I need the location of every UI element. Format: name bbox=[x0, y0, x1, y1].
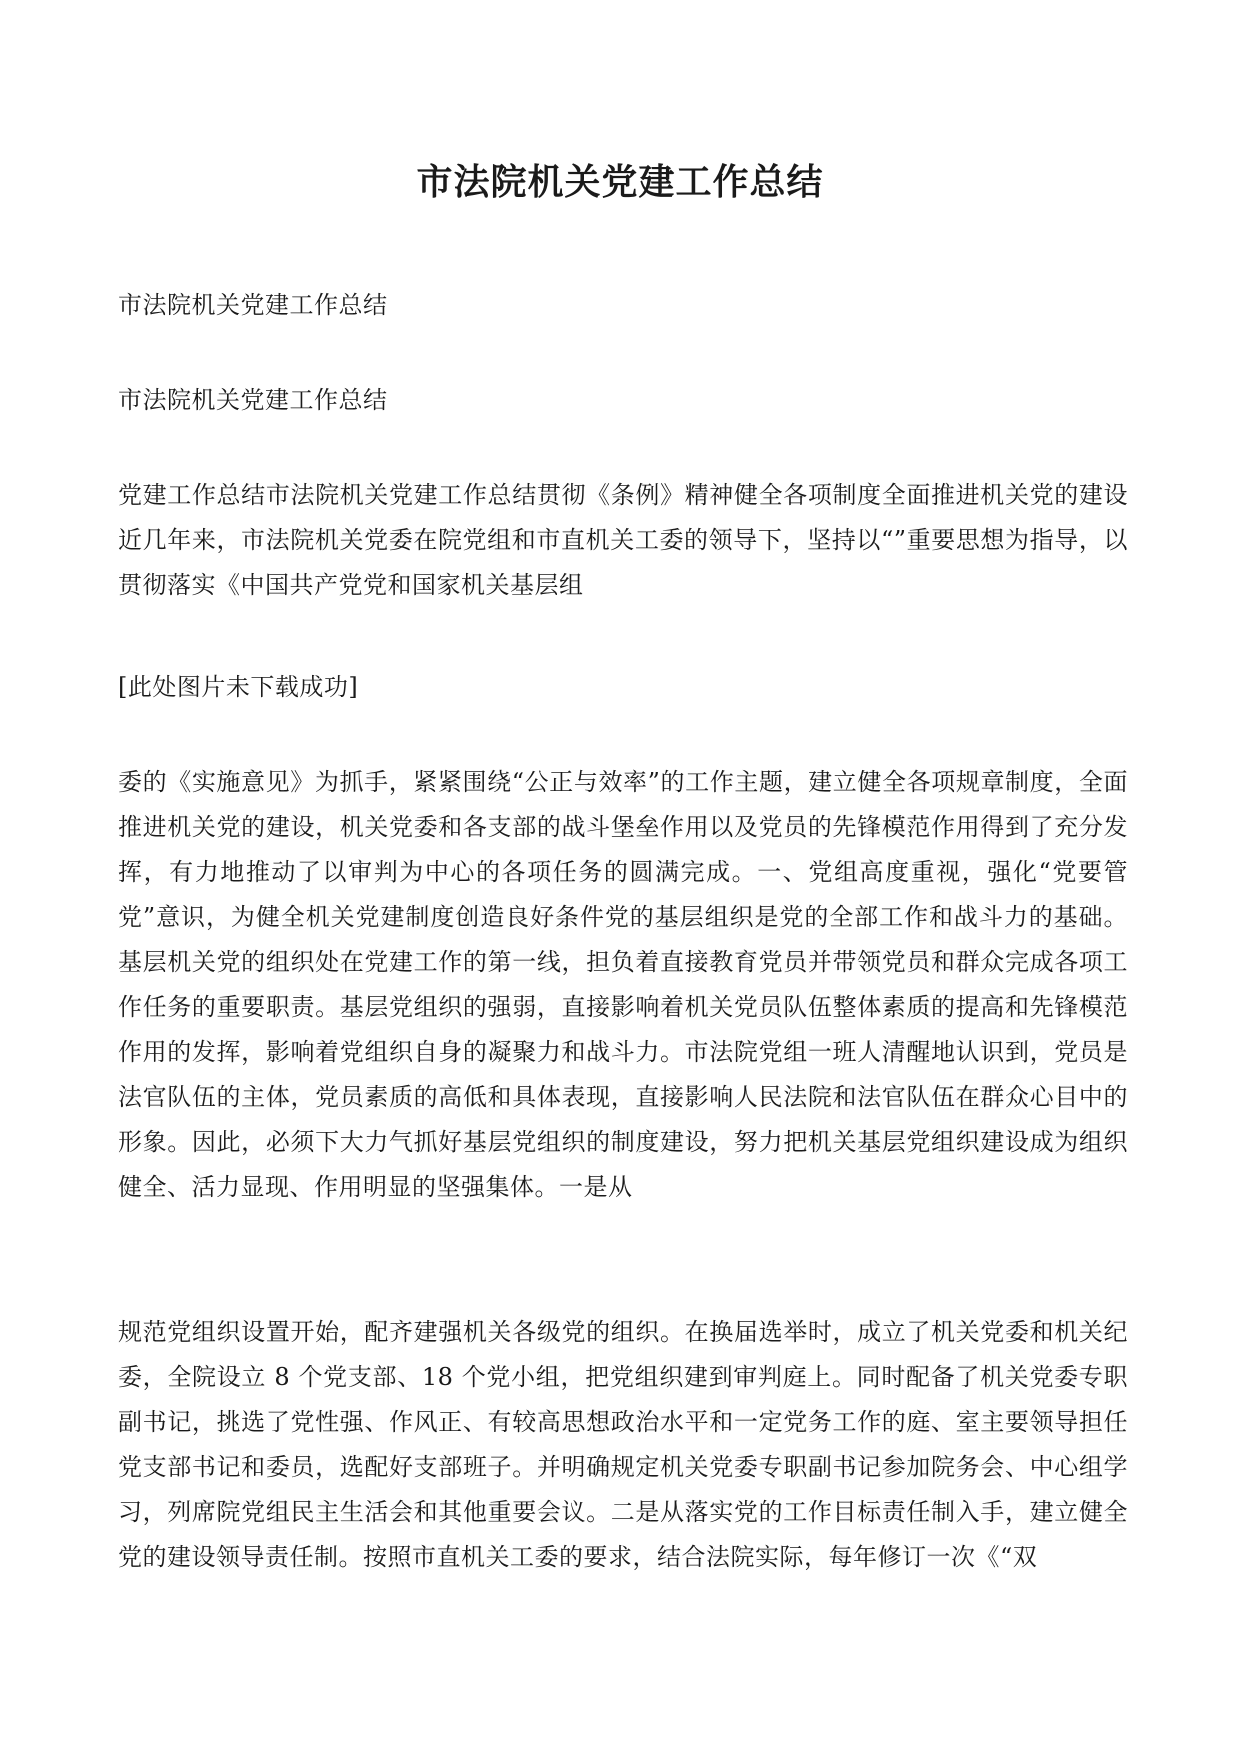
document-title: 市法院机关党建工作总结 bbox=[416, 161, 824, 203]
paragraph-body-2: 规范党组织设置开始，配齐建强机关各级党的组织。在换届选举时，成立了机关党委和机关纪委，全院设立 8 个党支部、18 个党小组，把党组织建到审判庭上。同时配备了机关党委专职副书记，挑选了党性强、作风正、有较高思想政治水平和一定党务工作的庭、室主要领导担任党支部书记和委员，选配好支部班子。并明确规定机关党委专职副书记参加院务会、中心组学习，列席院党组民主生活会和其他重要会议。二是从落实党的工作目标责任制入手，建立健全党的建设领导责任制。按照市直机关工委的要求，结合法院实际，每年修订一次《“双 bbox=[118, 1318, 1128, 1571]
paragraph-intro: 党建工作总结市法院机关党建工作总结贯彻《条例》精神健全各项制度全面推进机关党的建设近几年来，市法院机关党委在院党组和市直机关工委的领导下，坚持以“”重要思想为指导，以贯彻落实《中国共产党党和国家机关基层组 bbox=[118, 481, 1128, 599]
image-placeholder-text: [此处图片未下载成功] bbox=[118, 673, 359, 701]
paragraph-body-1: 委的《实施意见》为抓手，紧紧围绕“公正与效率”的工作主题，建立健全各项规章制度，全面推进机关党的建设，机关党委和各支部的战斗堡垒作用以及党员的先锋模范作用得到了充分发挥，有力地推动了以审判为中心的各项任务的圆满完成。一、党组高度重视，强化“党要管党”意识，为健全机关党建制度创造良好条件党的基层组织是党的全部工作和战斗力的基础。基层机关党的组织处在党建工作的第一线，担负着直接教育党员并带领党员和群众完成各项工作任务的重要职责。基层党组织的强弱，直接影响着机关党员队伍整体素质的提高和先锋模范作用的发挥，影响着党组织自身的凝聚力和战斗力。市法院党组一班人清醒地认识到，党员是法官队伍的主体，党员素质的高低和具体表现，直接影响人民法院和法官队伍在群众心目中的形象。因此，必须下大力气抓好基层党组织的制度建设，努力把机关基层党组织建设成为组织健全、活力显现、作用明显的坚强集体。一是从 bbox=[118, 768, 1128, 1201]
paragraph-subtitle-1: 市法院机关党建工作总结 bbox=[118, 291, 388, 319]
paragraph-subtitle-2: 市法院机关党建工作总结 bbox=[118, 386, 388, 414]
